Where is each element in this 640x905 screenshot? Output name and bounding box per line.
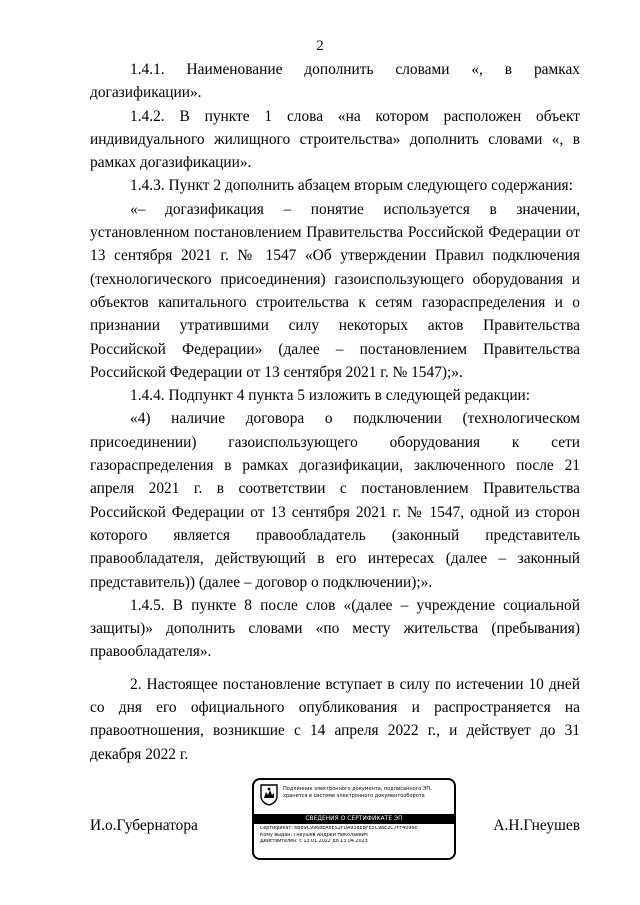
paragraph-1-4-5: 1.4.5. В пункте 8 после слов «(далее – учреждение социальной защиты)» дополнить словами «по месту жительства (пребывания) правообладателя». [90, 596, 580, 661]
stamp-header-line-1: Подлинник электронного документа, подписанного ЭП, [283, 786, 432, 792]
coat-of-arms-icon [260, 784, 278, 806]
document-body [90, 58, 580, 766]
paragraph-1-4-4: 1.4.4. Подпункт 4 пункта 5 изложить в следующей редакции: [130, 387, 531, 405]
paragraph-1-4-1: 1.4.1. Наименование дополнить словами «, в рамках догазификации». [90, 61, 580, 102]
stamp-details [254, 824, 454, 846]
stamp-header-text [283, 784, 432, 799]
page-number: 2 [316, 38, 324, 54]
paragraph-subitem-4: «4) наличие договора о подключении (технологическом присоединении) газоиспользующего оборудования к сети газораспределения в рамках догазификации, заключенного после 21 апреля 2021 г. в соответствии с постановлением Правительства Российской Федерации от 13 сентября 2021 г. № 1547, одной из сторон которого является правообладатель (законный представитель правообладателя, действующий в его интересах (далее – законный представитель)) (далее – договор о подключении);». [90, 410, 580, 591]
stamp-certificate: Сертификат: 6B89C9968EA8E52FDA938EBFE5C98E2C7FF4096E [260, 826, 418, 831]
paragraph-1-4-2: 1.4.2. В пункте 1 слова «на котором расположен объект индивидуального жилищного строительства» дополнить словами «, в рамках догазификации». [90, 107, 580, 172]
stamp-issued-to: Кому выдан: Гнеушев Андрей Николаевич [260, 832, 368, 838]
stamp-header [254, 780, 454, 814]
stamp-validity: Действителен: с 13.01.2022 до 13.04.2023 [260, 839, 368, 845]
stamp-header-line-2: хранится в системе электронного документооборота [283, 792, 425, 799]
paragraph-2: 2. Настоящее постановление вступает в силу по истечении 10 дней со дня его официального опубликования и распространяется на правоотношения, возникшие с 14 апреля 2022 г., и действует до 31 декабря 2022 г. [90, 675, 580, 763]
paragraph-definition: «– догазификация – понятие используется в значении, установленном постановлением Правительства Российской Федерации от 13 сентября 2021 г. № 1547 «Об утверждении Правил подключения (технологического присоединения) газоиспользующего оборудования и объектов капитального строительства к сетям газораспределения и о признании утратившими силу некоторых актов Правительства Российской Федерации» (далее – постановлением Правительства Российской Федерации от 13 сентября 2021 г. № 1547);». [90, 200, 580, 381]
signatory-position: И.о.Губернатора [90, 817, 198, 834]
electronic-signature-stamp [252, 778, 456, 860]
stamp-title: СВЕДЕНИЯ О СЕРТИФИКАТЕ ЭП [254, 814, 454, 824]
signatory-name: А.Н.Гнеушев [493, 817, 580, 834]
paragraph-1-4-3: 1.4.3. Пункт 2 дополнить абзацем вторым следующего содержания: [130, 177, 573, 195]
